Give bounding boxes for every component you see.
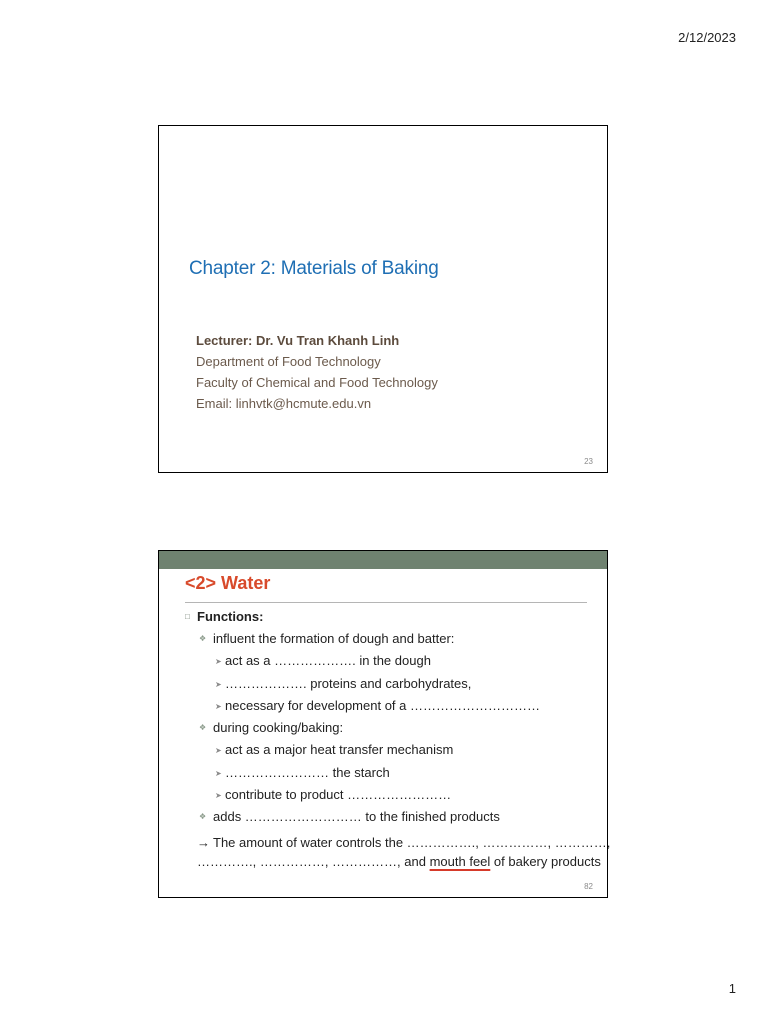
list-item [199, 631, 454, 647]
diamond-bullet-icon: ❖ [199, 634, 207, 643]
list-item [215, 765, 390, 782]
mouth-feel-highlight: mouth feel [429, 854, 491, 869]
list-item [215, 742, 453, 759]
slide-header-bar [159, 551, 607, 569]
list-item [215, 676, 471, 693]
slide-number: 82 [584, 882, 593, 891]
lecturer-info [196, 330, 596, 414]
list-item [215, 787, 451, 804]
slide-water [158, 550, 611, 898]
title-divider [185, 602, 587, 603]
lecturer-email: Email: linhvtk@hcmute.edu.vn [196, 396, 372, 411]
list-item-text: during cooking/baking: [213, 720, 344, 735]
list-item [215, 653, 431, 670]
arrowhead-bullet-icon: ➤ [215, 791, 222, 800]
lecturer-name: Lecturer: Dr. Vu Tran Khanh Linh [196, 333, 400, 348]
page-date: 2/12/2023 [678, 30, 736, 45]
diamond-bullet-icon: ❖ [199, 812, 207, 821]
slide-title-chapter [158, 125, 608, 473]
conclusion-line-1 [197, 835, 610, 851]
arrowhead-bullet-icon: ➤ [215, 657, 222, 666]
list-item [215, 698, 540, 715]
list-item [199, 720, 343, 736]
list-item-text: adds ……………………… to the finished products [213, 809, 500, 824]
list-item-text: ………………. proteins and carbohydrates, [225, 676, 472, 691]
list-item-text: act as a ………………. in the dough [225, 653, 431, 668]
list-item-text: contribute to product …………………… [225, 787, 452, 802]
list-item-text: necessary for development of a ………………………… [225, 698, 540, 713]
functions-label: Functions: [197, 609, 264, 624]
functions-heading [185, 609, 263, 625]
arrowhead-bullet-icon: ➤ [215, 769, 222, 778]
square-bullet-icon: □ [185, 612, 190, 621]
conclusion-text: of bakery products [490, 854, 601, 869]
list-item-text: influent the formation of dough and batter: [213, 631, 455, 646]
conclusion-text: The amount of water controls the ……………., ……………, …………, [213, 835, 611, 850]
list-item-text: …………………… the starch [225, 765, 390, 780]
conclusion-line-2 [197, 854, 601, 870]
arrowhead-bullet-icon: ➤ [215, 702, 222, 711]
department-name: Department of Food Technology [196, 354, 381, 369]
faculty-name: Faculty of Chemical and Food Technology [196, 375, 438, 390]
list-item [199, 809, 500, 825]
right-arrow-icon: → [197, 835, 210, 850]
diamond-bullet-icon: ❖ [199, 723, 207, 732]
arrowhead-bullet-icon: ➤ [215, 680, 222, 689]
conclusion-text: …………., ……………, ……………, and [197, 854, 430, 869]
chapter-title: Chapter 2: Materials of Baking [189, 258, 439, 279]
slide-title: <2> Water [185, 573, 271, 593]
arrowhead-bullet-icon: ➤ [215, 746, 222, 755]
page-number: 1 [728, 981, 736, 996]
slide-number: 23 [584, 457, 593, 466]
list-item-text: act as a major heat transfer mechanism [225, 742, 454, 757]
